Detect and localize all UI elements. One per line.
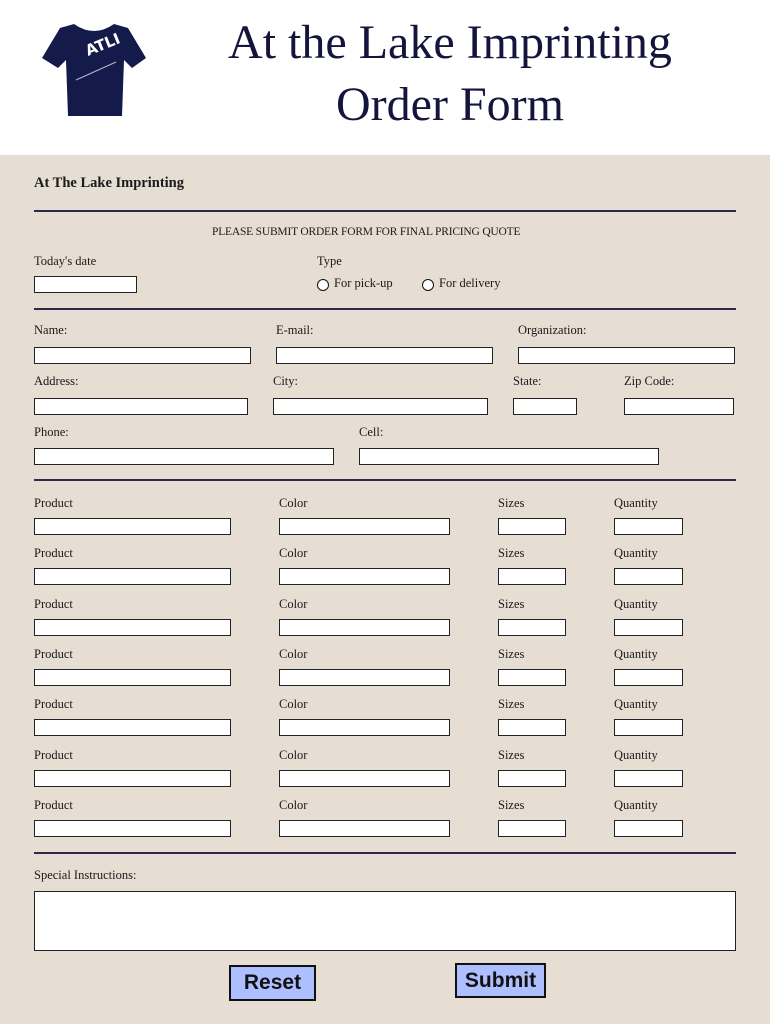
todays-date-field[interactable] bbox=[34, 276, 137, 293]
special-instructions-label: Special Instructions: bbox=[34, 868, 137, 882]
state-field[interactable] bbox=[513, 398, 577, 415]
product-field[interactable] bbox=[34, 669, 231, 686]
email-label: E-mail: bbox=[276, 323, 314, 337]
color-label: Color bbox=[279, 647, 308, 661]
color-field[interactable] bbox=[279, 619, 450, 636]
organization-label: Organization: bbox=[518, 323, 587, 337]
quantity-label: Quantity bbox=[614, 798, 658, 812]
city-field[interactable] bbox=[273, 398, 488, 415]
color-label: Color bbox=[279, 546, 308, 560]
email-field[interactable] bbox=[276, 347, 493, 364]
quantity-field[interactable] bbox=[614, 770, 683, 787]
name-label: Name: bbox=[34, 323, 68, 337]
special-instructions-field[interactable] bbox=[34, 891, 736, 951]
product-label: Product bbox=[34, 748, 73, 762]
quantity-field[interactable] bbox=[614, 820, 683, 837]
quantity-field[interactable] bbox=[614, 568, 683, 585]
zip-field[interactable] bbox=[624, 398, 734, 415]
color-label: Color bbox=[279, 597, 308, 611]
sizes-label: Sizes bbox=[498, 798, 525, 812]
color-label: Color bbox=[279, 748, 308, 762]
todays-date-label: Today's date bbox=[34, 254, 97, 268]
zip-label: Zip Code: bbox=[624, 374, 675, 388]
phone-label: Phone: bbox=[34, 425, 69, 439]
page-title-line1: At the Lake Imprinting bbox=[228, 16, 672, 69]
sizes-label: Sizes bbox=[498, 697, 525, 711]
tshirt-logo-icon bbox=[40, 18, 148, 120]
type-label: Type bbox=[317, 254, 342, 268]
color-field[interactable] bbox=[279, 719, 450, 736]
logo-text: ATLI bbox=[82, 29, 123, 60]
delivery-radio[interactable] bbox=[422, 279, 434, 291]
sizes-label: Sizes bbox=[498, 647, 525, 661]
delivery-label: For delivery bbox=[439, 276, 501, 290]
quantity-field[interactable] bbox=[614, 719, 683, 736]
sizes-field[interactable] bbox=[498, 518, 566, 535]
product-label: Product bbox=[34, 546, 73, 560]
address-label: Address: bbox=[34, 374, 79, 388]
pricing-notice: PLEASE SUBMIT ORDER FORM FOR FINAL PRICING QUOTE bbox=[212, 226, 521, 238]
product-field[interactable] bbox=[34, 619, 231, 636]
color-field[interactable] bbox=[279, 518, 450, 535]
city-label: City: bbox=[273, 374, 299, 388]
quantity-label: Quantity bbox=[614, 647, 658, 661]
product-label: Product bbox=[34, 798, 73, 812]
divider bbox=[34, 852, 736, 854]
divider bbox=[34, 308, 736, 310]
color-label: Color bbox=[279, 798, 308, 812]
state-label: State: bbox=[513, 374, 542, 388]
name-field[interactable] bbox=[34, 347, 251, 364]
sizes-label: Sizes bbox=[498, 597, 525, 611]
organization-field[interactable] bbox=[518, 347, 735, 364]
quantity-label: Quantity bbox=[614, 546, 658, 560]
page-title bbox=[170, 12, 730, 136]
submit-button[interactable]: Submit bbox=[455, 963, 546, 998]
quantity-label: Quantity bbox=[614, 496, 658, 510]
sizes-field[interactable] bbox=[498, 719, 566, 736]
product-label: Product bbox=[34, 496, 73, 510]
sizes-label: Sizes bbox=[498, 546, 525, 560]
color-field[interactable] bbox=[279, 669, 450, 686]
cell-label: Cell: bbox=[359, 425, 384, 439]
divider bbox=[34, 210, 736, 212]
quantity-field[interactable] bbox=[614, 619, 683, 636]
cell-field[interactable] bbox=[359, 448, 659, 465]
pickup-label: For pick-up bbox=[334, 276, 393, 290]
sizes-field[interactable] bbox=[498, 820, 566, 837]
color-field[interactable] bbox=[279, 568, 450, 585]
product-field[interactable] bbox=[34, 719, 231, 736]
sizes-field[interactable] bbox=[498, 619, 566, 636]
product-field[interactable] bbox=[34, 820, 231, 837]
product-label: Product bbox=[34, 697, 73, 711]
phone-field[interactable] bbox=[34, 448, 334, 465]
quantity-label: Quantity bbox=[614, 697, 658, 711]
page-header bbox=[0, 0, 770, 155]
product-field[interactable] bbox=[34, 770, 231, 787]
quantity-field[interactable] bbox=[614, 669, 683, 686]
product-label: Product bbox=[34, 647, 73, 661]
product-label: Product bbox=[34, 597, 73, 611]
quantity-label: Quantity bbox=[614, 748, 658, 762]
sizes-label: Sizes bbox=[498, 748, 525, 762]
quantity-label: Quantity bbox=[614, 597, 658, 611]
divider bbox=[34, 479, 736, 481]
sizes-label: Sizes bbox=[498, 496, 525, 510]
sizes-field[interactable] bbox=[498, 568, 566, 585]
page-title-line2: Order Form bbox=[336, 78, 564, 131]
company-name: At The Lake Imprinting bbox=[34, 175, 184, 191]
color-field[interactable] bbox=[279, 770, 450, 787]
pickup-radio[interactable] bbox=[317, 279, 329, 291]
color-field[interactable] bbox=[279, 820, 450, 837]
sizes-field[interactable] bbox=[498, 669, 566, 686]
quantity-field[interactable] bbox=[614, 518, 683, 535]
color-label: Color bbox=[279, 496, 308, 510]
product-field[interactable] bbox=[34, 518, 231, 535]
sizes-field[interactable] bbox=[498, 770, 566, 787]
address-field[interactable] bbox=[34, 398, 248, 415]
color-label: Color bbox=[279, 697, 308, 711]
reset-button[interactable]: Reset bbox=[229, 965, 316, 1001]
product-field[interactable] bbox=[34, 568, 231, 585]
